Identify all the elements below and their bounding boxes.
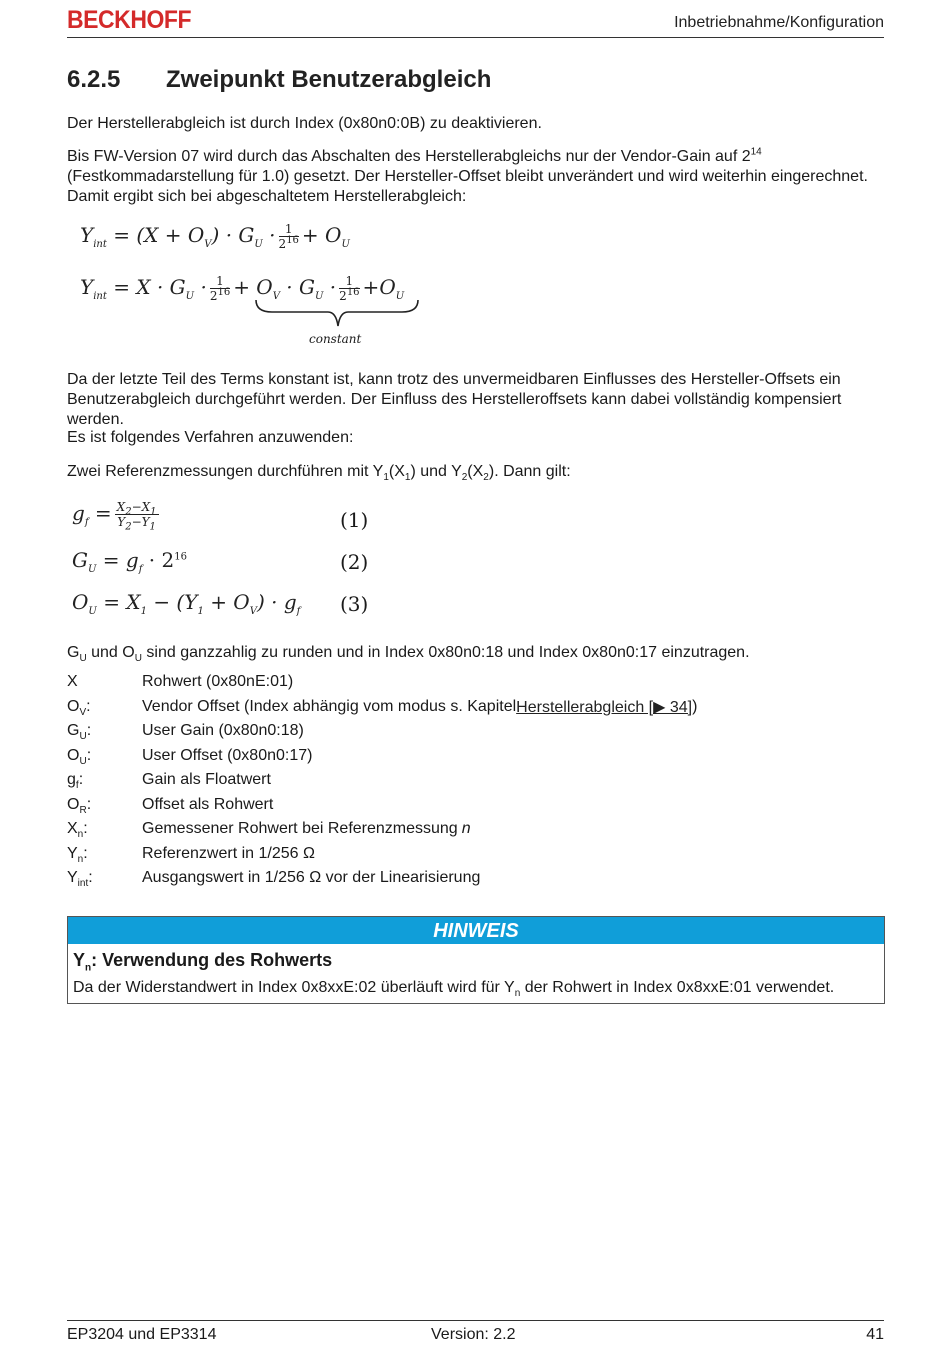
paragraph-6: $G_U$ und $O_U$ sind ganzzahlig zu runden und in Index 0x80n0:18 und Index 0x80n0:17 einzutragen. bbox=[67, 644, 750, 665]
page-number: 41 bbox=[866, 1326, 884, 1343]
definition-row: $O_R$: Offset als Rohwert bbox=[67, 795, 274, 816]
definition-row: $Y_{int}$: Ausgangswert in 1/256 Ω vor der Linearisierung bbox=[67, 869, 481, 890]
equation-ou: $O_U = X_1 - (Y_1 + O_V) \cdot g_f$ bbox=[72, 590, 301, 617]
section-number: 6.2.5 bbox=[67, 66, 121, 93]
footer-rule bbox=[67, 1320, 884, 1321]
notice-heading: HINWEIS bbox=[68, 917, 884, 944]
definition-row: $g_f$: Gain als Floatwert bbox=[67, 771, 271, 792]
footer-version: Version: 2.2 bbox=[431, 1326, 516, 1343]
footer-product: EP3204 und EP3314 bbox=[67, 1326, 217, 1343]
paragraph-5: Zwei Referenzmessungen durchführen mit $Y_1(X_1)$ und $Y_2(X_2)$. Dann gilt: bbox=[67, 463, 571, 484]
chapter-header: Inbetriebnahme/Konfiguration bbox=[674, 14, 884, 31]
section-heading bbox=[67, 66, 491, 94]
beckhoff-logo: BECKHOFF bbox=[67, 6, 192, 34]
constant-label: constant bbox=[309, 332, 362, 346]
equation-number-2: (2) bbox=[340, 550, 369, 574]
definition-row: $X_n$: Gemessener Rohwert bei Referenzmessung n bbox=[67, 820, 471, 841]
notice-body: Da der Widerstandwert in Index 0x8xxE:02 überläuft wird für $Y_n$ der Rohwert in Index 0x8xxE:01 verwendet. bbox=[73, 979, 835, 1000]
definition-row: $O_V$: Vendor Offset (Index abhängig vom modus s. Kapitel Herstellerabgleich [▶ 34] ) bbox=[67, 697, 698, 718]
paragraph-2: Bis FW-Version 07 wird durch das Abschalten des Herstellerabgleichs nur der Vendor-Gain auf $2^{14}$ (Festkommadarstellung für 1.0) gesetzt. Der Hersteller-Offset bleibt unverändert und wird weiterhin eingerechnet. Damit ergibt sich bei abgeschaltetem Herstellerabgleich: bbox=[67, 146, 868, 205]
formula-yint-2: $Y_{int} = X \cdot G_U$ · $\frac{1}{2^{16}}$ + $O_V \cdot G_U$ · $\frac{1}{2^{16}}$ $+O_U$ bbox=[80, 274, 405, 303]
definition-row: X Rohwert (0x80nE:01) bbox=[67, 673, 294, 691]
definition-row: $Y_n$: Referenzwert in 1/256 Ω bbox=[67, 844, 315, 865]
section-title: Zweipunkt Benutzerabgleich bbox=[166, 66, 492, 93]
definition-row: $G_U$: User Gain (0x80n0:18) bbox=[67, 722, 304, 743]
underbrace bbox=[252, 298, 422, 332]
paragraph-1: Der Herstellerabgleich ist durch Index (0x80n0:0B) zu deaktivieren. bbox=[67, 115, 542, 132]
definition-list bbox=[67, 670, 697, 891]
herstellerabgleich-link[interactable]: Herstellerabgleich [▶ 34] bbox=[516, 698, 693, 716]
paragraph-4: Es ist folgendes Verfahren anzuwenden: bbox=[67, 429, 354, 446]
equation-number-1: (1) bbox=[340, 508, 369, 532]
notice-title: $Y_n$: Verwendung des Rohwerts bbox=[73, 950, 333, 974]
equation-gu: $G_U = g_f \cdot 2^{16}$ bbox=[72, 548, 187, 575]
header-rule bbox=[67, 37, 884, 38]
notice-box bbox=[67, 916, 885, 1004]
definition-row: $O_U$: User Offset (0x80n0:17) bbox=[67, 746, 313, 767]
equation-gf: $g_f$ = $\frac{X_2-X_1}{Y_2-Y_1}$ bbox=[72, 500, 157, 533]
paragraph-3: Da der letzte Teil des Terms konstant ist, kann trotz des unvermeidbaren Einflusses des Hersteller-Offsets ein Benutzerabgleich durchgeführt werden. Der Einfluss des Herstelleroffsets kann dabei vollständig kompensiert werden. bbox=[67, 371, 842, 428]
equation-number-3: (3) bbox=[340, 592, 369, 616]
formula-yint-1: $Y_{int} = (X + O_V) \cdot G_U$ · $\frac{1}{2^{16}}$ + $O_U$ bbox=[80, 222, 350, 251]
